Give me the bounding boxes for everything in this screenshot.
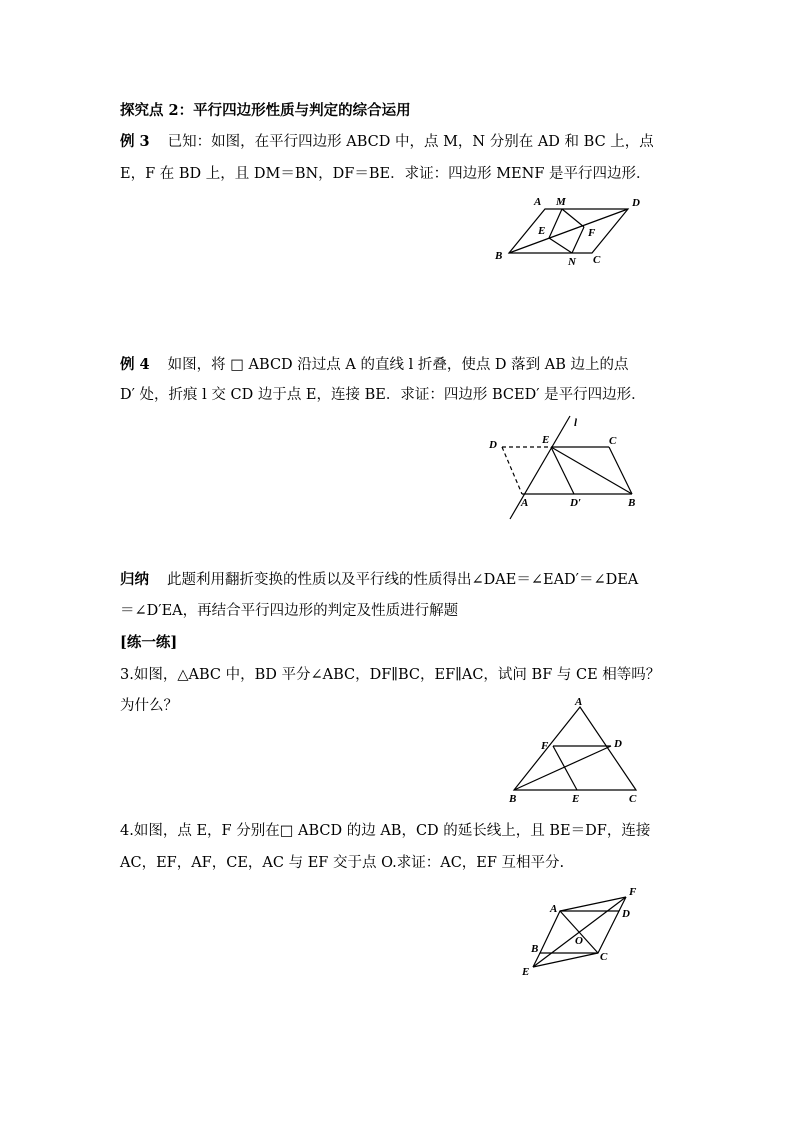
label-n: N <box>568 256 576 268</box>
label-d: D <box>622 908 630 920</box>
example-4-line-1 <box>120 355 629 375</box>
segment-en <box>549 238 572 253</box>
label-f: F <box>629 886 637 898</box>
section-title: 探究点 2：平行四边形性质与判定的综合运用 <box>120 102 411 119</box>
question-3-text-2: 为什么？ <box>120 698 178 714</box>
label-b: B <box>509 793 517 805</box>
example-3-text-2: E，F 在 BD 上，且 DM＝BN，DF＝BE．求证：四边形 MENF 是平行四边形． <box>120 166 651 182</box>
label-f: F <box>588 227 596 239</box>
summary-line-1 <box>120 570 638 590</box>
question-4-text-1: 4.如图，点 E，F 分别在□ ABCD 的边 AB，CD 的延长线上，且 BE＝DF，连接 <box>120 823 651 839</box>
label-c: C <box>609 435 617 447</box>
segment-mf <box>562 209 584 227</box>
label-l: l <box>574 417 578 429</box>
label-a: A <box>550 903 558 915</box>
example-3-text-1: 已知：如图，在平行四边形 ABCD 中，点 M，N 分别在 AD 和 BC 上，点 <box>167 134 654 150</box>
dashed-da <box>502 447 522 494</box>
example-3-label: 例 3 <box>120 133 150 150</box>
label-m: M <box>556 196 566 208</box>
label-b: B <box>495 250 503 262</box>
label-a: A <box>575 696 583 708</box>
label-o: O <box>575 935 583 947</box>
summary-label: 归纳 <box>120 571 149 588</box>
question-3-text-1: 3.如图，△ABC 中，BD 平分∠ABC，DF∥BC，EF∥AC，试问 BF 与 CE 相等吗？ <box>120 667 661 683</box>
practice-heading: [练一练] <box>120 634 178 651</box>
summary-text-1: 此题利用翻折变换的性质以及平行线的性质得出∠DAE＝∠EAD′＝∠DEA <box>167 572 639 588</box>
label-d-prime: D′ <box>570 497 582 509</box>
segment-bd <box>514 746 611 790</box>
label-b: B <box>628 497 636 509</box>
example-4-text-2: D′ 处，折痕 l 交 CD 边于点 E，连接 BE．求证：四边形 BCED′ 是平行四边形． <box>120 387 646 403</box>
label-a: A <box>534 196 542 208</box>
summary-text-2: ＝∠D′EA，再结合平行四边形的判定及性质进行解题 <box>120 603 459 619</box>
segment-fn <box>572 227 584 253</box>
label-d: D <box>489 439 497 451</box>
label-c: C <box>593 254 601 266</box>
label-d: D <box>614 738 622 750</box>
label-f: F <box>541 740 549 752</box>
label-e: E <box>572 793 580 805</box>
example-4-label: 例 4 <box>120 356 150 373</box>
label-e: E <box>538 225 546 237</box>
label-d: D <box>632 197 640 209</box>
label-a: A <box>521 497 529 509</box>
question-4-text-2: AC，EF，AF，CE，AC 与 EF 交于点 O.求证：AC，EF 互相平分. <box>120 855 565 871</box>
label-e: E <box>522 966 530 978</box>
example-4-text-1: 如图，将 □ ABCD 沿过点 A 的直线 l 折叠，使点 D 落到 AB 边上的点 <box>167 357 629 373</box>
segment-fe <box>553 746 577 790</box>
label-c: C <box>600 951 608 963</box>
label-e: E <box>542 434 550 446</box>
label-c: C <box>629 793 637 805</box>
label-b: B <box>531 943 539 955</box>
